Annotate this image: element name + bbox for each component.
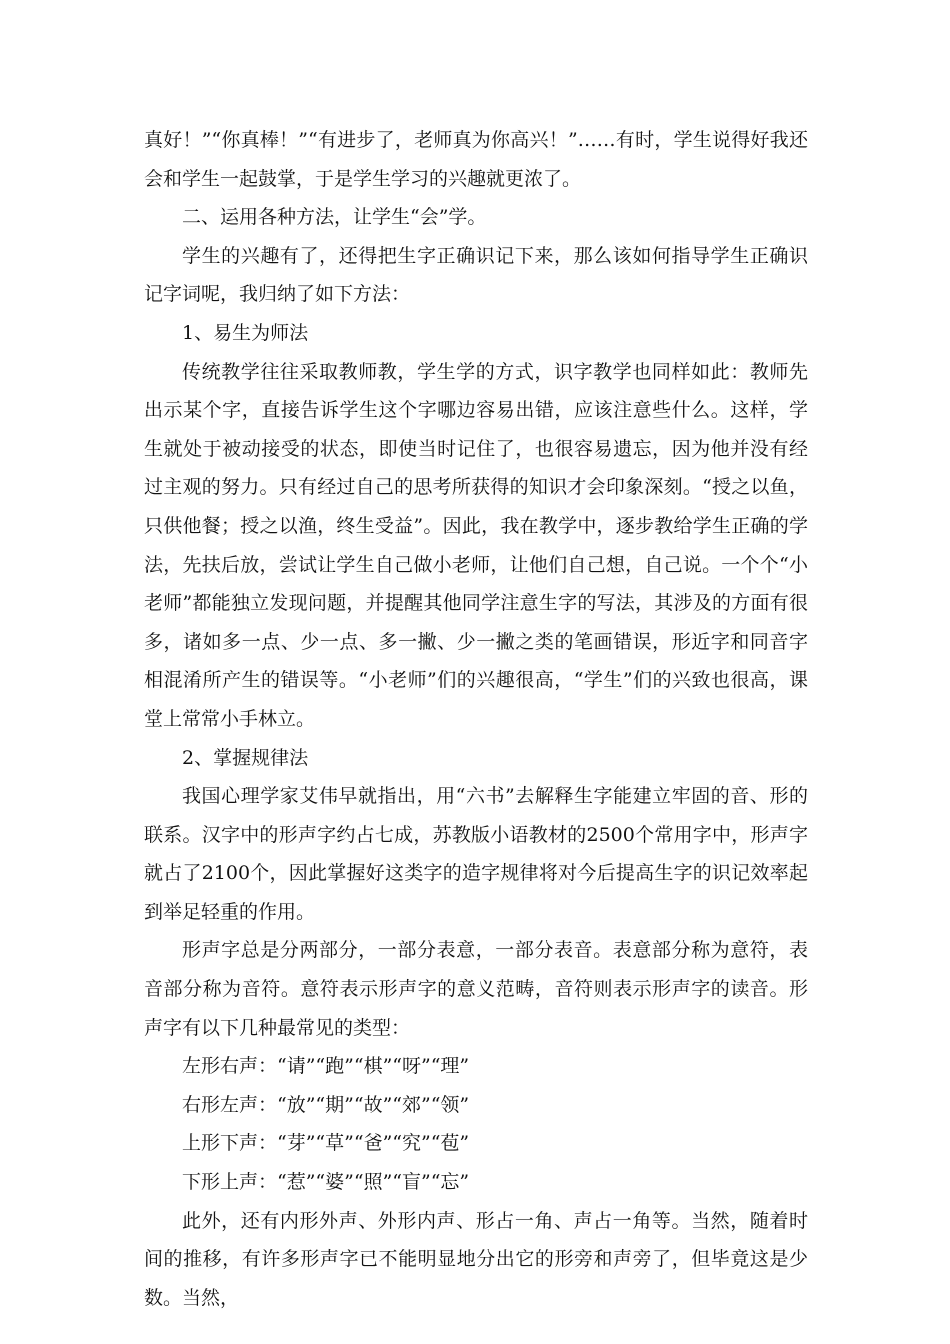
subsection-heading: 2、掌握规律法 — [182, 746, 309, 769]
example-line: 下形上声：“惹”“婆”“照”“盲”“忘” — [182, 1171, 470, 1194]
subsection-heading: 1、易生为师法 — [182, 321, 309, 344]
example-line: 右形左声：“放”“期”“故”“郊”“领” — [182, 1093, 470, 1116]
paragraph: 传统教学往往采取教师教，学生学的方式，识字教学也同样如此：教师先出示某个字，直接告诉学生这个字哪边容易出错，应该注意些什么。这样，学生就处于被动接受的状态，即使当时记住了，也很容易遗忘，因为他并没有经过主观的努力。只有经过自己的思考所获得的知识才会印象深刻。“授之以鱼，只供他餐；授之以渔，终生受益”。因此，我在教学中，逐步教给学生正确的学法，先扶后放，尝试让学生自己做小老师，让他们自己想，自己说。一个个“小老师”都能独立发现问题，并提醒其他同学注意生字的写法，其涉及的方面有很多，诸如多一点、少一点、多一撇、少一撇之类的笔画错误，形近字和同音字相混淆所产生的错误等。“小老师”们的兴趣很高，“学生”们的兴致也很高，课堂上常常小手林立。 — [144, 360, 808, 730]
paragraph: 此外，还有内形外声、外形内声、形占一角、声占一角等。当然，随着时间的推移，有许多形声字已不能明显地分出它的形旁和声旁了，但毕竟这是少数。当然， — [144, 1209, 808, 1309]
paragraph: 真好！”“你真棒！”“有进步了，老师真为你高兴！”……有时，学生说得好我还会和学生一起鼓掌，于是学生学习的兴趣就更浓了。 — [144, 129, 808, 190]
example-line: 上形下声：“芽”“草”“爸”“究”“苞” — [182, 1132, 470, 1155]
section-heading: 二、运用各种方法，让学生“会”学。 — [182, 206, 487, 229]
paragraph: 我国心理学家艾伟早就指出，用“六书”去解释生字能建立牢固的音、形的联系。汉字中的形声字约占七成，苏教版小语教材的2500个常用字中，形声字就占了2100个，因此掌握好这类字的造字规律将对今后提高生字的识记效率起到举足轻重的作用。 — [144, 785, 808, 923]
paragraph: 学生的兴趣有了，还得把生字正确识记下来，那么该如何指导学生正确识记字词呢，我归纳了如下方法： — [144, 244, 808, 306]
example-line: 左形右声：“请”“跑”“棋”“呀”“理” — [182, 1055, 470, 1078]
document-body — [144, 121, 808, 1317]
paragraph: 形声字总是分两部分，一部分表意，一部分表音。表意部分称为意符，表音部分称为音符。意符表示形声字的意义范畴，音符则表示形声字的读音。形声字有以下几种最常见的类型： — [144, 939, 808, 1039]
